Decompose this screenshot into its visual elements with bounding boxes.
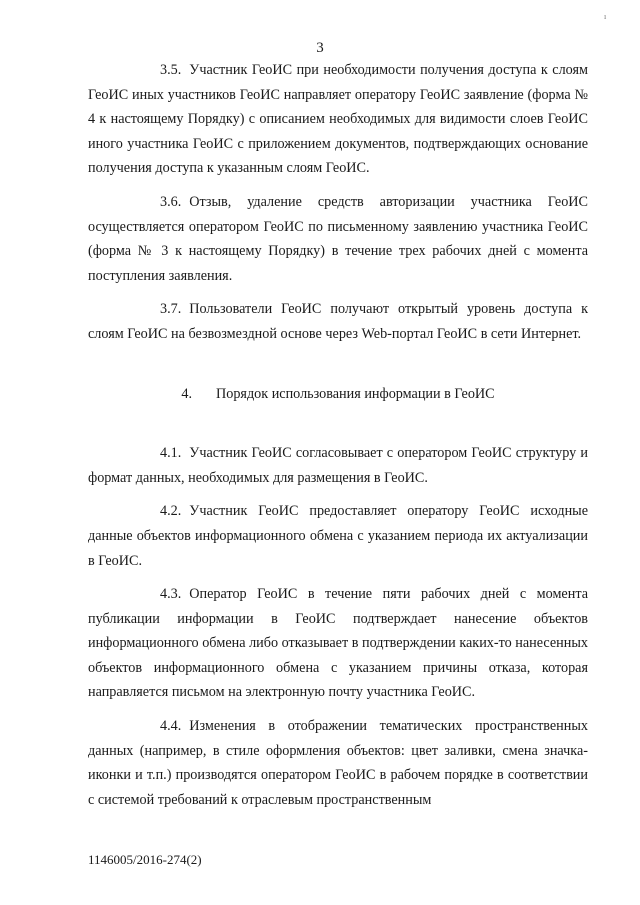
footer-document-code: 1146005/2016-274(2) <box>88 852 202 867</box>
paragraph-text: Отзыв, удаление средств авторизации участника ГеоИС осуществляется оператором ГеоИС по письменному заявлению участника ГеоИС (форма № 3 к настоящему Порядку) в течение трех рабочих дней с момента поступления заявления. <box>88 193 588 284</box>
paragraph-4-1 <box>88 441 588 490</box>
section-number: 4. <box>181 385 192 402</box>
paragraph-number: 4.2. <box>160 503 182 520</box>
section-title: Порядок использования информации в ГеоИС <box>215 385 495 402</box>
paragraph-3-6 <box>88 190 588 288</box>
paragraph-number: 3.6. <box>160 193 182 210</box>
paragraph-text: Участник ГеоИС предоставляет оператору ГеоИС исходные данные объектов информационного обмена с указанием периода их актуализации в ГеоИС. <box>88 503 588 569</box>
paragraph-text: Изменения в отображении тематических пространственных данных (например, в стиле оформления объектов: цвет заливки, смена значка-иконки и т.п.) производятся оператором ГеоИС в рабочем порядке в соответствии с системой требований к отраслевым пространственным <box>88 718 588 808</box>
paragraph-4-4 <box>88 714 588 812</box>
paragraph-number: 3.7. <box>160 301 182 318</box>
paragraph-text: Пользователи ГеоИС получают открытый уровень доступа к слоям ГеоИС на безвозмездной основе через Web-портал ГеоИС в сети Интернет. <box>88 301 588 342</box>
paragraph-text: Участник ГеоИС согласовывает с оператором ГеоИС структуру и формат данных, необходимых для размещения в ГеоИС. <box>88 445 588 486</box>
paragraph-number: 3.5. <box>160 62 182 78</box>
paragraph-number: 4.3. <box>160 586 182 603</box>
paragraph-number: 4.1. <box>160 445 182 462</box>
paragraph-3-5 <box>88 58 588 181</box>
paragraph-number: 4.4. <box>160 718 182 735</box>
paragraph-text: Участник ГеоИС при необходимости получения доступа к слоям ГеоИС иных участников ГеоИС направляет оператору ГеоИС заявление (форма № 4 к настоящему Порядку) с описанием необходимых для видимости слоев ГеоИС иного участника ГеоИС с приложением документов, подтверждающих основание получения доступа к указанным слоям ГеоИС. <box>88 62 588 177</box>
document-body <box>88 58 588 821</box>
paragraph-4-3 <box>88 582 588 705</box>
paragraph-text: Оператор ГеоИС в течение пяти рабочих дней с момента публикации информации в ГеоИС подтверждает нанесение объектов информационного обмена либо отказывает в подтверждении каких-то нанесенных объектов информационного обмена с указанием причины отказа, которая направляется письмом на электронную почту участника ГеоИС. <box>88 586 588 701</box>
paragraph-4-2 <box>88 499 588 573</box>
page-number: 3 <box>316 40 324 56</box>
section-heading <box>88 382 588 407</box>
corner-mark: ı <box>604 12 607 21</box>
paragraph-3-7 <box>88 297 588 346</box>
